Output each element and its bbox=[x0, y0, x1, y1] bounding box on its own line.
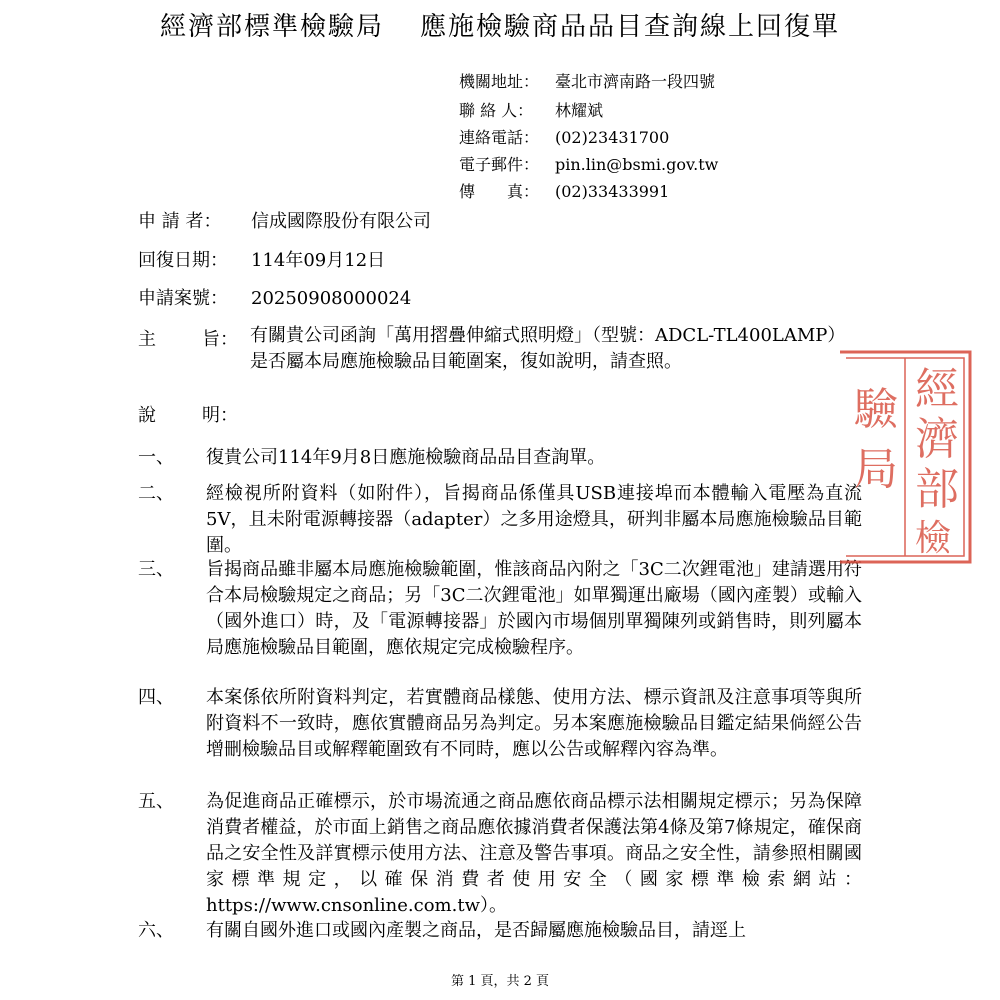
description-label-b: 明： bbox=[202, 405, 238, 426]
description-label-a: 說 bbox=[138, 405, 156, 426]
applicant-row bbox=[138, 211, 431, 233]
item-number: 一、 bbox=[138, 447, 174, 468]
item-text: 本案係依所附資料判定，若實體商品樣態、使用方法、標示資訊及注意事項等與所附資料不一致時，應依實體商品另為判定。另本案應施檢驗品目鑑定結果倘經公告增刪檢驗品目或解釋範圍致有不同時，應以公告或解釋內容為準。 bbox=[206, 687, 862, 760]
item-text: 旨揭商品雖非屬本局應施檢驗範圍，惟該商品內附之「3C二次鋰電池」建請選用符合本局檢驗規定之商品；另「3C二次鋰電池」如單獨運出廠場（國內產製）或輸入（國外進口）時，及「電源轉接器」於國內市場個別單獨陳列或銷售時，則列屬本局應施檢驗品目範圍，應依規定完成檢驗程序。 bbox=[206, 559, 862, 658]
svg-text:濟: 濟 bbox=[915, 414, 959, 465]
subject-label-b: 旨： bbox=[202, 329, 238, 350]
contact-phone bbox=[459, 128, 669, 148]
svg-text:檢: 檢 bbox=[915, 518, 952, 559]
contact-email-label: 電子郵件： bbox=[459, 155, 540, 174]
title-form-name: 應施檢驗商品品目查詢線上回復單 bbox=[420, 12, 841, 42]
item-number: 五、 bbox=[138, 791, 174, 812]
item-number: 六、 bbox=[138, 920, 174, 941]
contact-phone-label: 連絡電話： bbox=[459, 128, 540, 147]
contact-email-value: pin.lin@bsmi.gov.tw bbox=[555, 155, 719, 174]
contact-phone-value: (02)23431700 bbox=[555, 128, 670, 147]
item-text: 經檢視所附資料（如附件），旨揭商品係僅具USB連接埠而本體輸入電壓為直流5V，且未附電源轉接器（adapter）之多用途燈具，研判非屬本局應施檢驗品目範圍。 bbox=[206, 483, 862, 556]
case-no-label: 申請案號： bbox=[138, 288, 228, 309]
document-title bbox=[0, 6, 1000, 43]
case-no-value: 20250908000024 bbox=[251, 288, 412, 309]
applicant-label: 申 請 者： bbox=[138, 211, 222, 232]
svg-text:局: 局 bbox=[854, 444, 898, 495]
contact-address-label: 機關地址： bbox=[459, 72, 540, 91]
item-number: 三、 bbox=[138, 559, 174, 580]
contact-person-value: 林耀斌 bbox=[555, 101, 604, 120]
title-agency: 經濟部標準檢驗局 bbox=[159, 12, 384, 42]
description-label bbox=[138, 403, 238, 429]
page-indicator: 第 1 頁，共 2 頁 bbox=[450, 974, 550, 989]
svg-text:驗: 驗 bbox=[854, 384, 898, 435]
official-seal bbox=[780, 342, 980, 572]
item-text: 為促進商品正確標示，於市場流通之商品應依商品標示法相關規定標示；另為保障消費者權益，於市面上銷售之商品應依據消費者保護法第4條及第7條規定，確保商品之安全性及詳實標示使用方法、注意及警告事項。商品之安全性，請參照相關國家標準規定，以確保消費者使用安全（國家標準檢索網站：https://www.cnsonline.com.tw）。 bbox=[206, 791, 862, 916]
reply-date-row bbox=[138, 250, 385, 272]
svg-text:經: 經 bbox=[915, 364, 959, 415]
item-number: 二、 bbox=[138, 483, 174, 504]
item-text: 有關自國外進口或國內產製之商品，是否歸屬應施檢驗品目，請逕上 bbox=[206, 920, 746, 941]
contact-fax bbox=[459, 182, 669, 202]
item-number: 四、 bbox=[138, 687, 174, 708]
subject-text: 有關貴公司函詢「萬用摺疊伸縮式照明燈」（型號：ADCL-TL400LAMP）是否屬本局應施檢驗品目範圍案，復如說明，請查照。 bbox=[250, 325, 846, 372]
reply-date-value: 114年09月12日 bbox=[251, 250, 386, 271]
item-text: 復貴公司114年9月8日應施檢驗商品品目查詢單。 bbox=[206, 447, 606, 468]
contact-person bbox=[459, 101, 603, 121]
contact-fax-value: (02)33433991 bbox=[555, 182, 670, 201]
case-no-row bbox=[138, 288, 411, 310]
subject-label-a: 主 bbox=[138, 329, 156, 350]
applicant-value: 信成國際股份有限公司 bbox=[251, 211, 431, 232]
reply-date-label: 回復日期： bbox=[138, 250, 228, 271]
contact-fax-label: 傳 真： bbox=[459, 182, 540, 201]
svg-text:部: 部 bbox=[915, 464, 959, 515]
contact-person-label: 聯 絡 人： bbox=[459, 101, 534, 120]
contact-address bbox=[459, 72, 715, 92]
contact-email bbox=[459, 155, 718, 175]
contact-address-value: 臺北市濟南路一段四號 bbox=[555, 72, 716, 91]
subject-label bbox=[138, 327, 238, 353]
